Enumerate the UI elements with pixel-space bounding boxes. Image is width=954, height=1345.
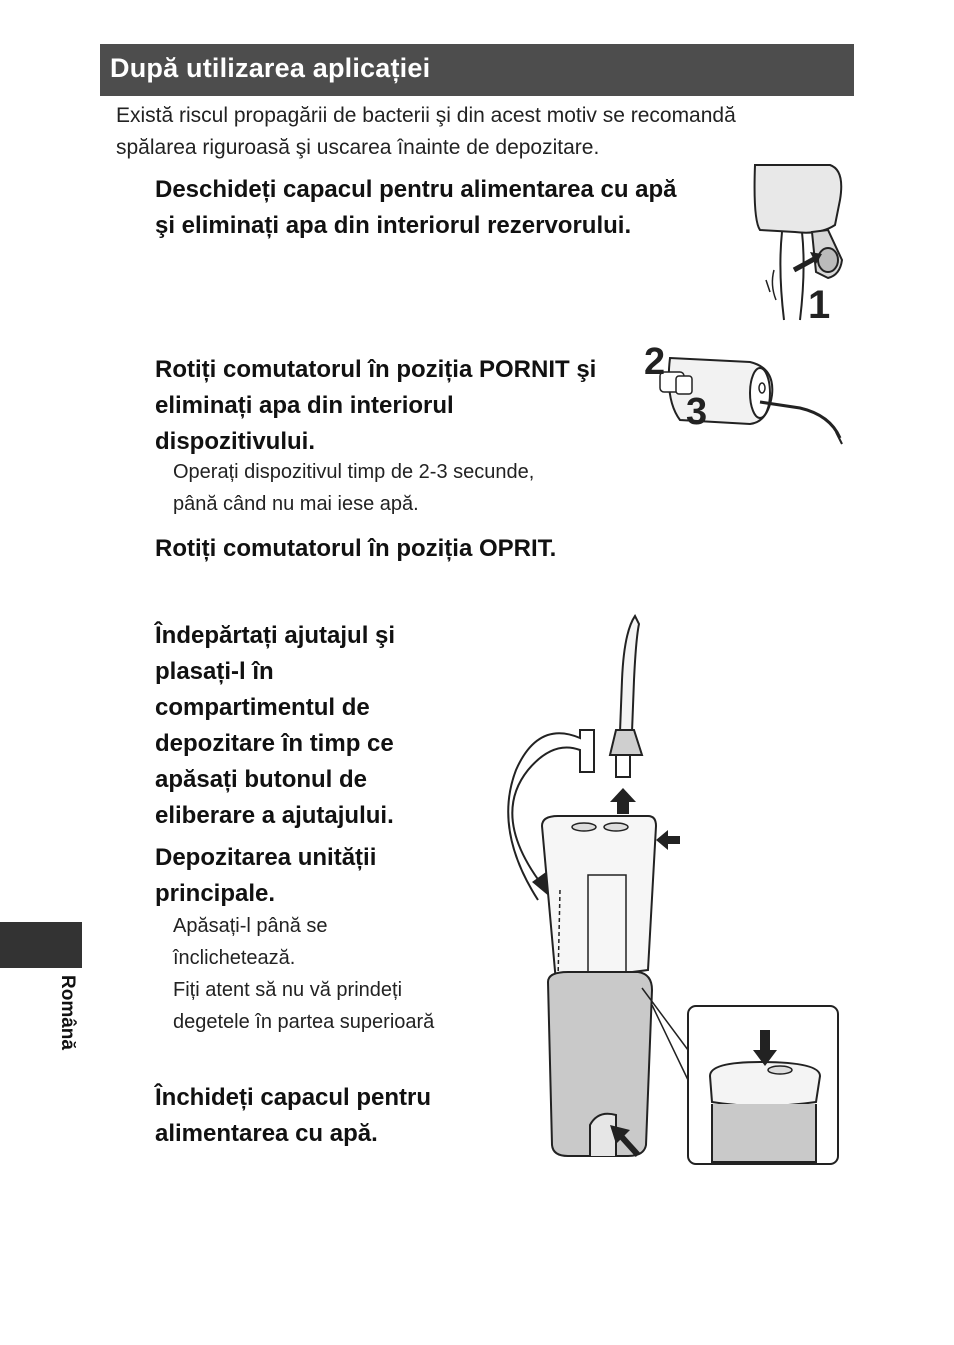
step-line: compartimentul de <box>155 694 370 721</box>
section-title: După utilizarea aplicației <box>110 53 431 83</box>
step-remove-nozzle <box>155 618 395 834</box>
note-line: până când nu mai iese apă. <box>173 493 419 515</box>
step-line: şi eliminați apa din interiorul rezervorului. <box>155 212 632 239</box>
figure-step-number: 3 <box>686 391 708 433</box>
step-line: eliberare a ajutajului. <box>155 802 394 829</box>
note-line: Apăsați-l până se <box>173 915 328 937</box>
up-arrow-icon <box>610 788 636 814</box>
note-operate <box>173 456 534 520</box>
step-close-cap <box>155 1080 431 1152</box>
step-line: plasați-l în <box>155 658 274 685</box>
step-line: Îndepărtați ajutajul şi <box>155 622 396 649</box>
language-tab-marker <box>0 922 82 968</box>
intro-paragraph <box>116 100 816 164</box>
nozzle <box>620 616 639 732</box>
intro-line: Există riscul propagării de bacterii şi din acest motiv se recomandă <box>116 104 736 127</box>
language-label <box>54 975 78 1075</box>
figure-switch-device <box>640 340 850 450</box>
step-line: principale. <box>155 880 276 907</box>
nozzle-base <box>610 730 642 755</box>
note-line: degetele în partea superioară <box>173 1011 435 1033</box>
note-line: înclichetează. <box>173 947 296 969</box>
step-switch-off <box>155 531 556 567</box>
step-switch-on <box>155 352 596 460</box>
figure-step-number: 1 <box>808 283 831 327</box>
step-line: apăsați butonul de <box>155 766 368 793</box>
note-line: Fiți atent să nu vă prindeți <box>173 979 403 1001</box>
step-line: Depozitarea unității <box>155 844 377 871</box>
language-label-text: Română <box>57 975 78 1050</box>
step-line: eliminați apa din interiorul <box>155 392 454 419</box>
step-line: depozitare în timp ce <box>155 730 394 757</box>
step-open-cap <box>155 172 677 244</box>
step-line: Rotiți comutatorul în poziția PORNIT şi <box>155 356 597 383</box>
figure-nozzle-storage <box>498 610 848 1170</box>
note-store <box>173 910 434 1038</box>
step-store-unit <box>155 840 376 912</box>
figure-drain-tank <box>750 160 850 330</box>
step-line: Rotiți comutatorul în poziția OPRIT. <box>155 535 557 562</box>
intro-line: spălarea riguroasă şi uscarea înainte de depozitare. <box>116 136 600 159</box>
section-header <box>100 44 854 96</box>
press-arrow-icon <box>656 830 680 850</box>
figure-step-number: 2 <box>644 341 666 383</box>
note-line: Operați dispozitivul timp de 2-3 secunde, <box>173 461 535 483</box>
step-line: alimentarea cu apă. <box>155 1120 378 1147</box>
step-line: Deschideți capacul pentru alimentarea cu apă <box>155 176 677 203</box>
step-line: Închideți capacul pentru <box>155 1084 432 1111</box>
step-line: dispozitivului. <box>155 428 315 455</box>
